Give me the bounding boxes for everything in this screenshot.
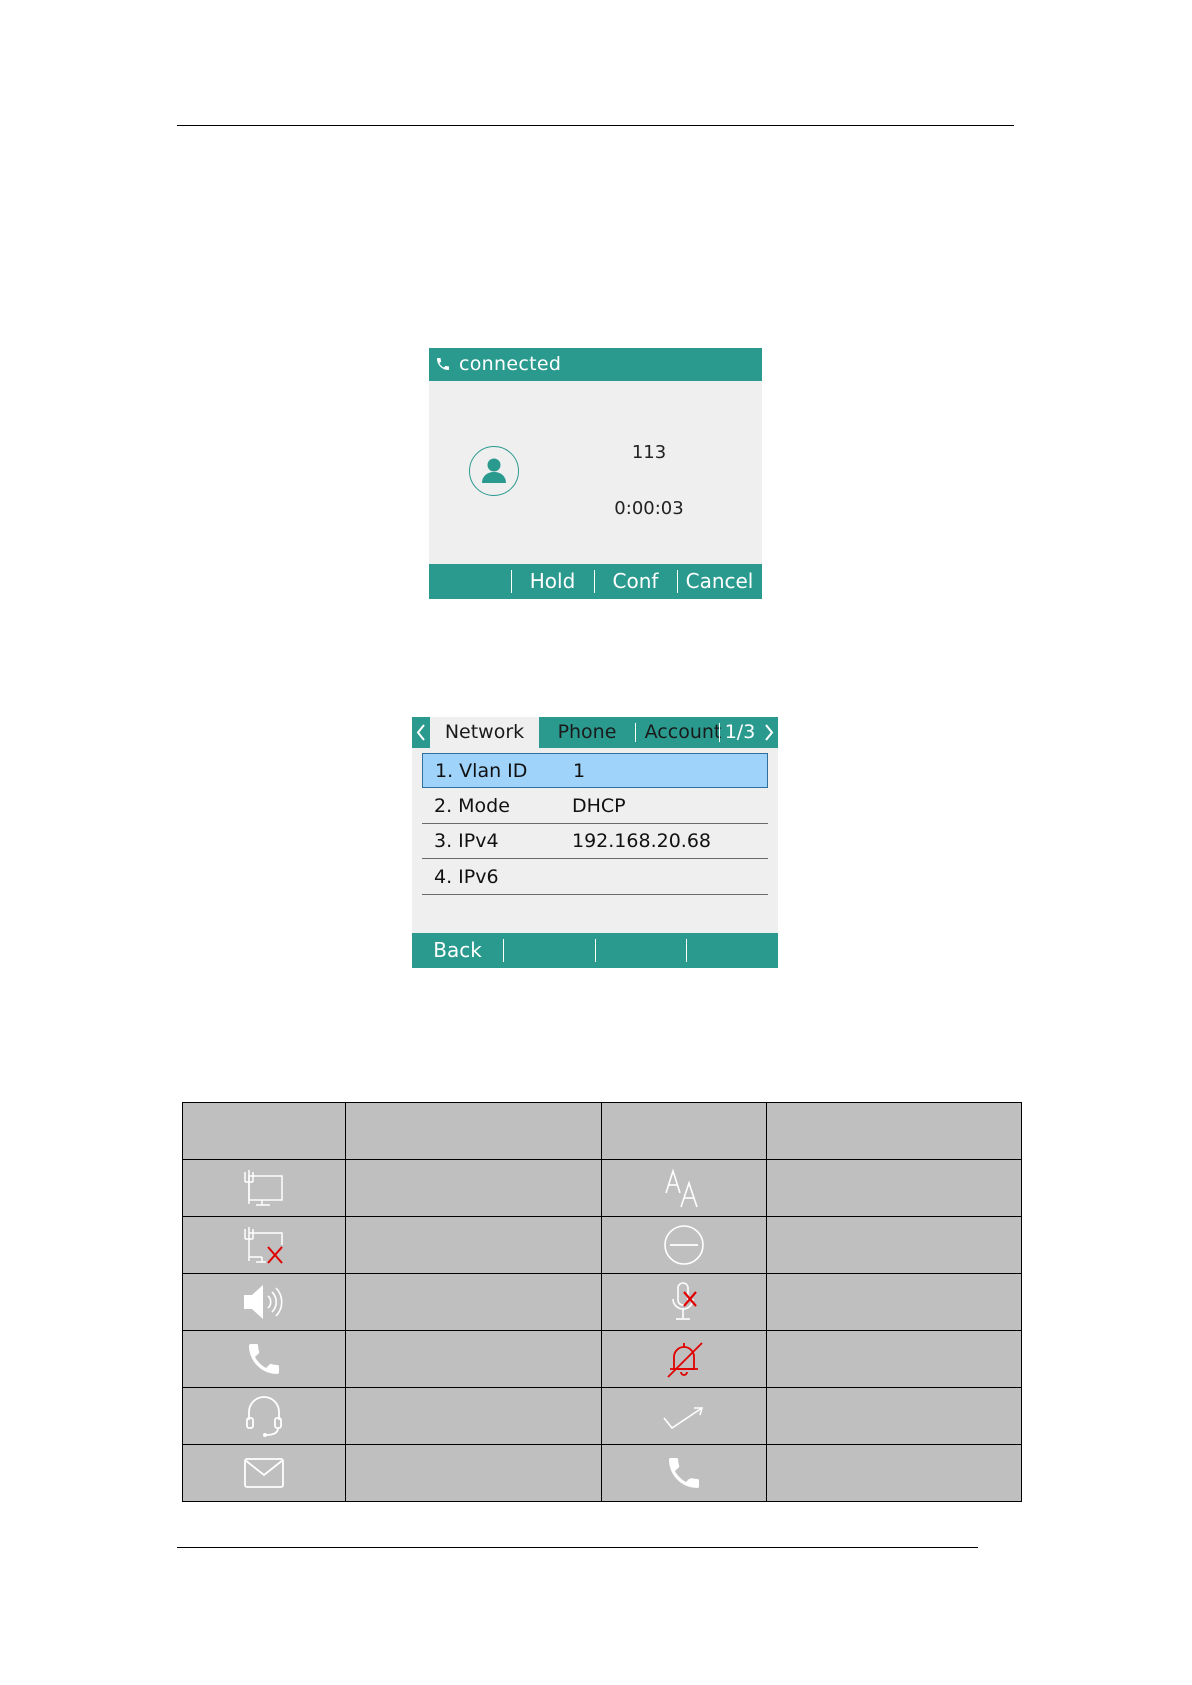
table-cell — [602, 1217, 767, 1274]
caller-number: 113 — [631, 442, 667, 463]
message-icon — [242, 1456, 286, 1490]
table-cell — [767, 1331, 1022, 1388]
table-row — [183, 1331, 1022, 1388]
softkey-2[interactable] — [503, 933, 595, 968]
softkey-4[interactable] — [686, 933, 778, 968]
table-cell — [346, 1331, 602, 1388]
handset-icon — [244, 1339, 284, 1379]
table-cell — [183, 1388, 346, 1445]
tab-next-button[interactable] — [760, 717, 778, 748]
ring-mute-icon — [662, 1337, 706, 1381]
list-item[interactable] — [422, 753, 768, 788]
contact-avatar — [469, 446, 519, 496]
do-not-disturb-icon — [662, 1223, 706, 1267]
table-header-cell — [346, 1103, 602, 1160]
table-row — [183, 1445, 1022, 1502]
back-button[interactable]: Back — [433, 938, 482, 962]
table-cell — [183, 1160, 346, 1217]
cancel-button[interactable]: Cancel — [685, 569, 754, 593]
item-label: 3. IPv4 — [434, 830, 499, 852]
table-cell — [602, 1445, 767, 1502]
softkey-3[interactable] — [595, 933, 686, 968]
chevron-left-icon — [412, 717, 430, 748]
table-row — [183, 1217, 1022, 1274]
footer-rule — [177, 1547, 978, 1548]
network-unavailable-icon — [242, 1225, 286, 1265]
hold-button[interactable]: Hold — [529, 569, 576, 593]
table-cell — [183, 1445, 346, 1502]
item-value: 1 — [573, 760, 586, 782]
tab-prev-button[interactable] — [412, 717, 430, 748]
softkey-1[interactable] — [429, 564, 511, 599]
contact-icon — [479, 455, 509, 485]
tab-phone[interactable]: Phone — [557, 721, 617, 743]
table-cell — [183, 1217, 346, 1274]
table-cell — [602, 1331, 767, 1388]
item-value: 192.168.20.68 — [572, 830, 712, 852]
tab-account[interactable]: Account — [644, 721, 722, 743]
table-cell — [346, 1274, 602, 1331]
table-cell — [183, 1331, 346, 1388]
table-cell — [183, 1274, 346, 1331]
table-cell — [346, 1160, 602, 1217]
table-header-cell — [183, 1103, 346, 1160]
table-row — [183, 1388, 1022, 1445]
table-row — [183, 1274, 1022, 1331]
table-cell — [767, 1388, 1022, 1445]
chevron-right-icon — [760, 717, 778, 748]
item-label: 4. IPv6 — [434, 866, 499, 888]
speaker-icon — [242, 1282, 286, 1322]
handset-icon — [435, 356, 451, 372]
call-status-text: connected — [459, 353, 562, 375]
header-rule — [177, 125, 1014, 126]
table-cell — [346, 1445, 602, 1502]
table-cell — [602, 1160, 767, 1217]
settings-softkey-bar — [412, 933, 778, 968]
table-row — [183, 1160, 1022, 1217]
item-label: 2. Mode — [434, 795, 510, 817]
call-duration: 0:00:03 — [614, 498, 684, 519]
call-status-bar — [429, 348, 762, 381]
tab-network[interactable]: Network — [430, 717, 539, 748]
network-icon — [242, 1168, 286, 1208]
conference-button[interactable]: Conf — [612, 569, 659, 593]
table-cell — [602, 1388, 767, 1445]
page-indicator: 1/3 — [724, 721, 756, 743]
list-item[interactable] — [422, 789, 768, 824]
table-cell — [767, 1160, 1022, 1217]
call-softkey-bar — [429, 564, 762, 599]
table-header-cell — [767, 1103, 1022, 1160]
table-cell — [346, 1388, 602, 1445]
call-forward-icon — [662, 1396, 706, 1436]
table-header-cell — [602, 1103, 767, 1160]
list-item[interactable] — [422, 860, 768, 895]
table-cell — [767, 1274, 1022, 1331]
table-cell — [767, 1217, 1022, 1274]
list-item[interactable] — [422, 824, 768, 859]
table-cell — [602, 1274, 767, 1331]
icon-table — [182, 1102, 1022, 1502]
tab-bar — [412, 717, 778, 748]
table-cell — [767, 1445, 1022, 1502]
item-label: 1. Vlan ID — [435, 760, 528, 782]
status-settings-screen — [412, 717, 778, 968]
call-transfer-icon — [664, 1453, 704, 1493]
item-value: DHCP — [572, 795, 626, 817]
mute-icon — [662, 1280, 706, 1324]
table-cell — [346, 1217, 602, 1274]
font-size-icon — [662, 1167, 706, 1209]
call-screen — [429, 348, 762, 599]
table-header-row — [183, 1103, 1022, 1160]
headset-icon — [244, 1394, 284, 1438]
